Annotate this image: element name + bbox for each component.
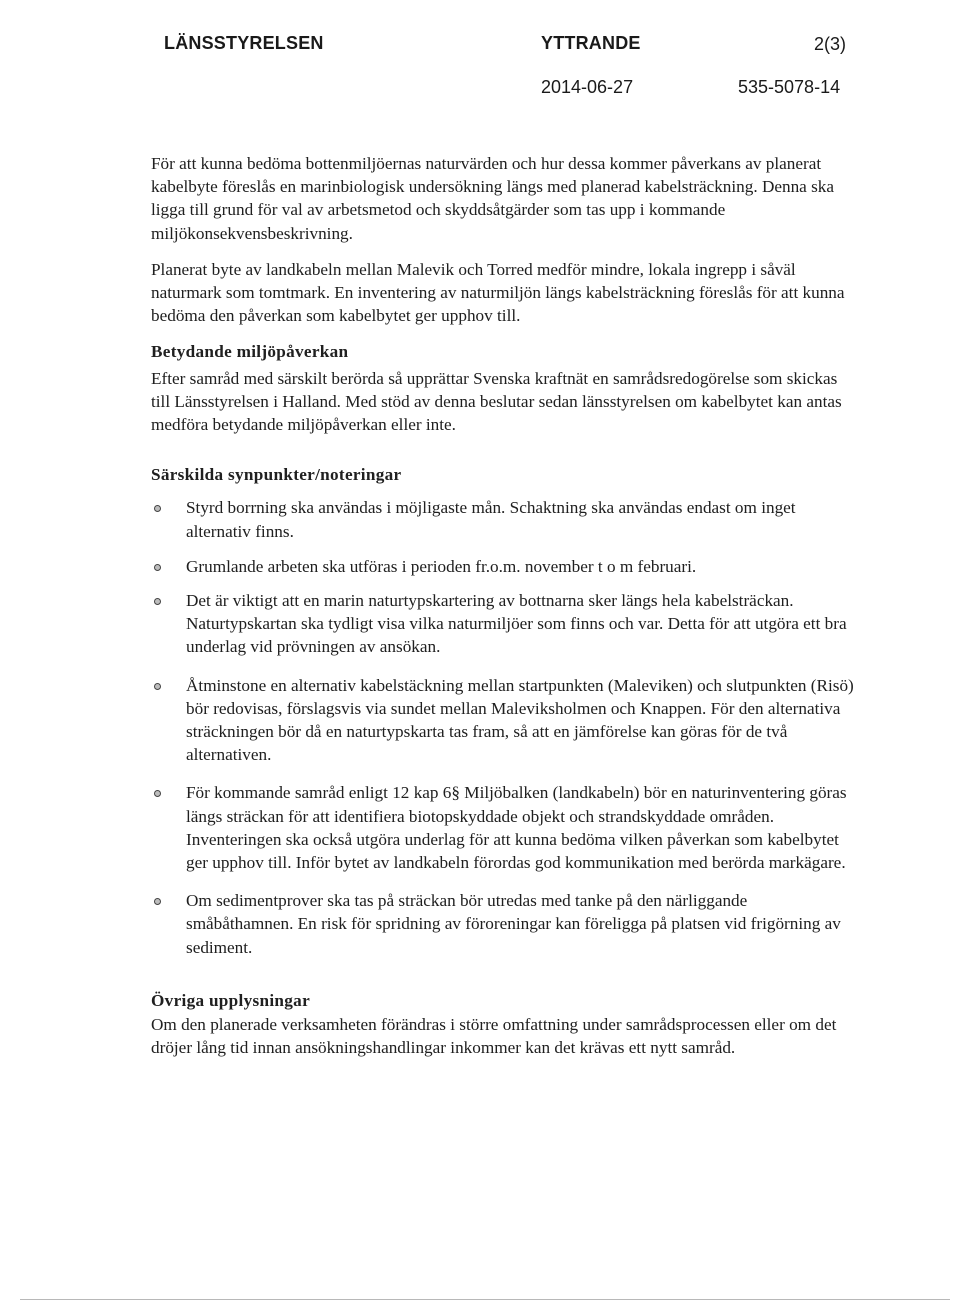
list-item	[151, 589, 856, 659]
list-item	[151, 496, 856, 542]
bullet-icon	[154, 898, 161, 905]
list-item	[151, 781, 856, 874]
bullet-icon	[154, 683, 161, 690]
list-item	[151, 889, 856, 959]
heading-special-notes: Särskilda synpunkter/noteringar	[151, 465, 402, 485]
bullet-icon	[154, 790, 161, 797]
list-item-text: Grumlande arbeten ska utföras i perioden fr.o.m. november t o m februari.	[186, 556, 697, 576]
document-type: YTTRANDE	[541, 33, 641, 53]
paragraph-consultation: Efter samråd med särskilt berörda så upprättar Svenska kraftnät en samrådsredogörelse som skickas till Länsstyrelsen i Halland. Med stöd av denna beslutar sedan länsstyrelsen om kabelbytet kan antas medföra betydande miljöpåverkan eller inte.	[151, 368, 842, 435]
footer-divider	[20, 1299, 950, 1300]
bullet-icon	[154, 505, 161, 512]
bullet-icon	[154, 564, 161, 571]
list-item	[151, 674, 856, 767]
list-item	[151, 555, 856, 578]
page-number: 2(3)	[814, 34, 847, 54]
reference-number: 535-5078-14	[738, 77, 841, 97]
organization-name: LÄNSSTYRELSEN	[164, 33, 324, 53]
list-item-text: Det är viktigt att en marin naturtypskartering av bottnarna sker längs hela kabelsträckan. Naturtypskartan ska tydligt visa vilka naturmiljöer som finns och var. Detta för att utgöra ett bra underlag vid prövningen av ansökan.	[186, 591, 847, 657]
list-item-text: Om sedimentprover ska tas på sträckan bör utredas med tanke på den närliggande småbåthamnen. En risk för spridning av föroreningar kan föreligga på platsen vid frigörning av sediment.	[186, 891, 841, 957]
list-item-text: För kommande samråd enligt 12 kap 6§ Miljöbalken (landkabeln) bör en naturinventering göras längs sträckan för att identifiera biotopskyddade objekt och strandskyddade områden. Inventeringen ska också utgöra underlag för att kunna bedöma vilken påverkan som kabelbytet ger upphov till. Inför bytet av landkabeln förordas god kommunikation med berörda markägare.	[186, 783, 847, 873]
document-date: 2014-06-27	[541, 77, 634, 97]
notes-list	[151, 496, 856, 958]
list-item-text: Styrd borrning ska användas i möjligaste mån. Schaktning ska användas endast om inget alternativ finns.	[186, 498, 796, 541]
document-body	[151, 152, 856, 1060]
paragraph-new-consultation: Om den planerade verksamheten förändras i större omfattning under samrådsprocessen eller om det dröjer lång tid innan ansökningshandlingar inkommer kan det krävas ett nytt samråd.	[151, 1015, 837, 1058]
paragraph-marine-survey: För att kunna bedöma bottenmiljöernas naturvärden och hur dessa kommer påverkans av planerat kabelbyte föreslås en marinbiologisk undersökning längs med planerad kabelsträckning. Denna ska ligga till grund för val av arbetsmetod och skyddsåtgärder som tas upp i kommande miljökonsekvensbeskrivning.	[151, 154, 835, 243]
bullet-icon	[154, 598, 161, 605]
heading-other-information: Övriga upplysningar	[151, 990, 310, 1010]
heading-significant-impact: Betydande miljöpåverkan	[151, 342, 349, 362]
list-item-text: Åtminstone en alternativ kabelstäckning mellan startpunkten (Maleviken) och slutpunkten (Risö) bör redovisas, förslagsvis via sundet mellan Maleviksholmen och Knappen. För den alternativa sträckningen bör då en naturtypskarta tas fram, så att en jämförelse kan göras för de två alternativen.	[186, 675, 854, 765]
paragraph-land-cable: Planerat byte av landkabeln mellan Malevik och Torred medför mindre, lokala ingrepp i såväl naturmark som tomtmark. En inventering av naturmiljön längs kabelsträckning föreslås för att kunna bedöma den påverkan som kabelbytet ger upphov till.	[151, 259, 845, 326]
